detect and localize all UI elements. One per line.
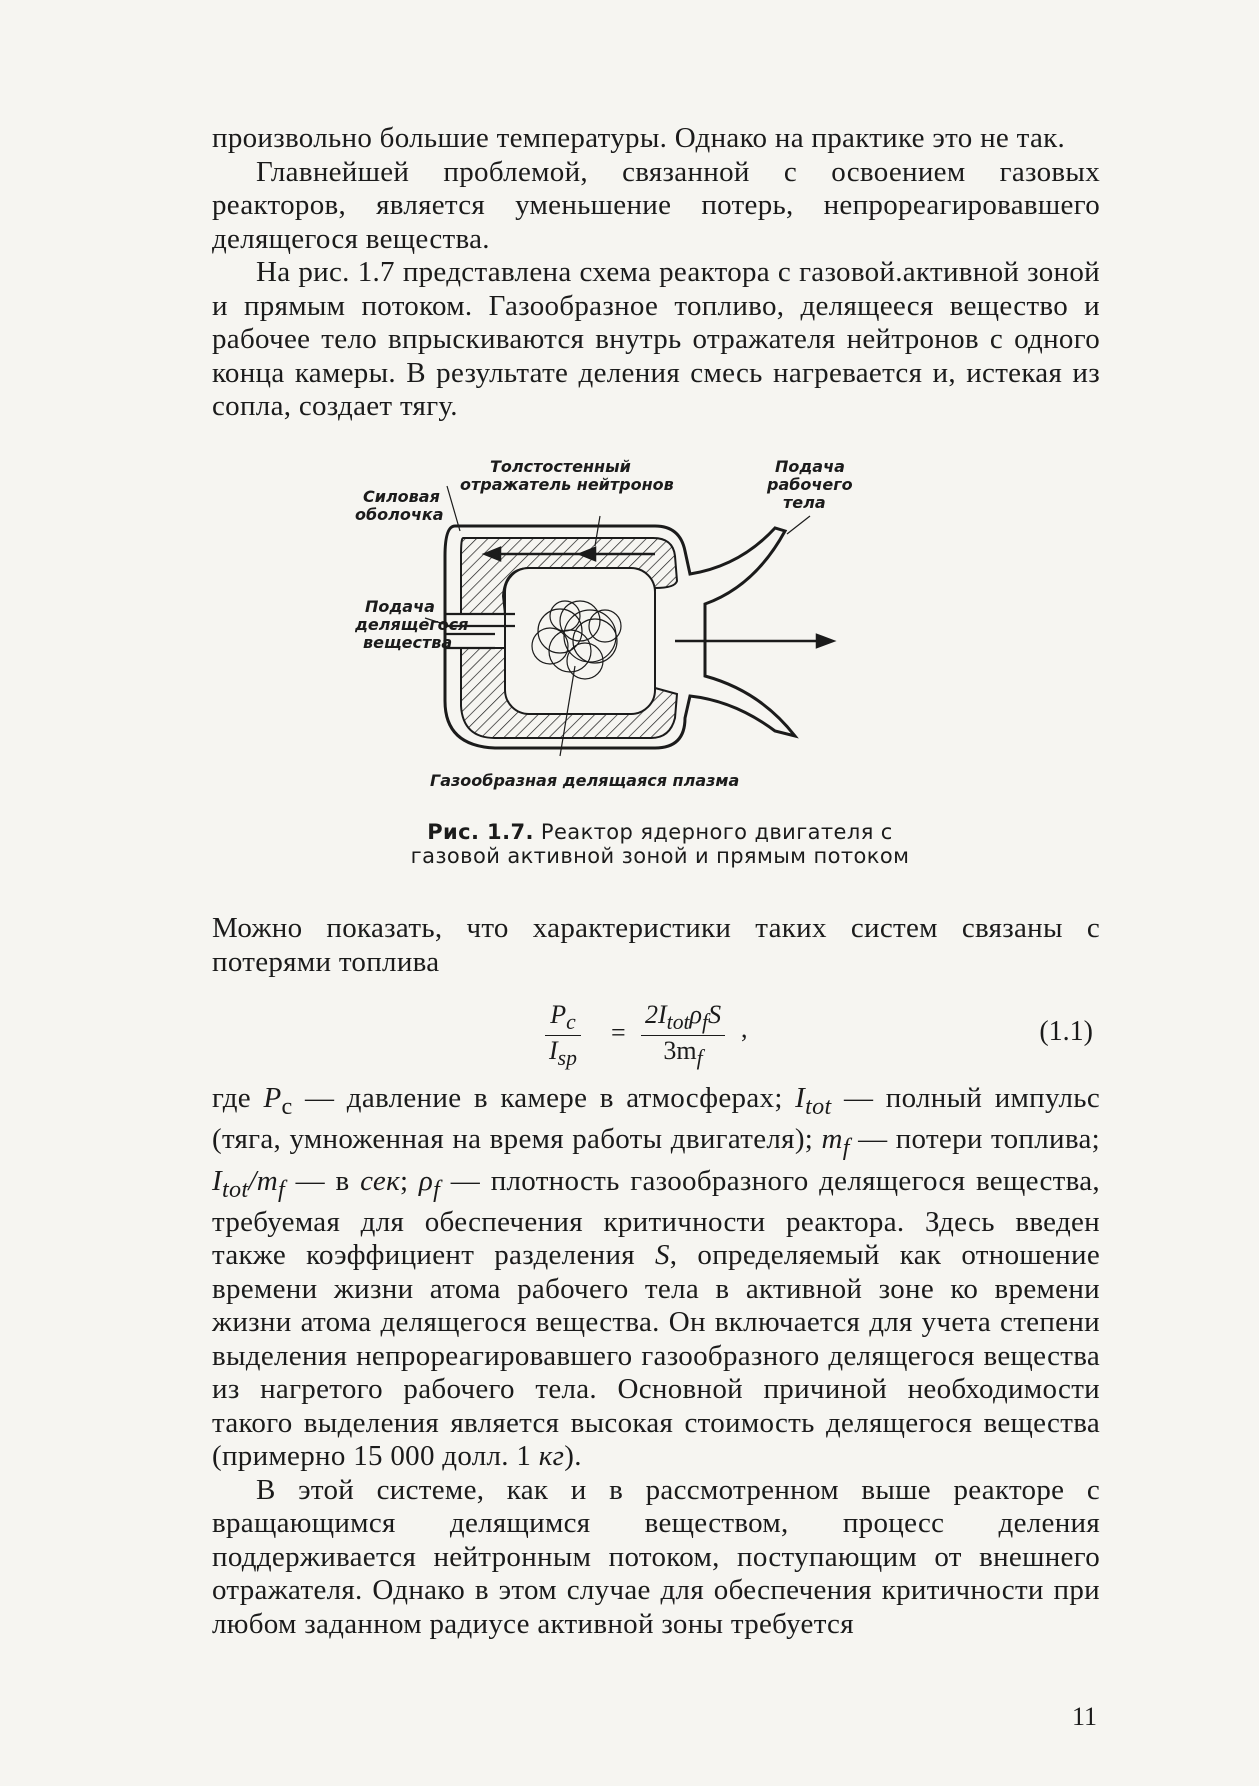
eq-equals: = — [611, 1018, 626, 1047]
label-working-fluid-2: рабочего — [767, 475, 853, 494]
eq-rhs-num: 2I — [645, 1000, 667, 1029]
label-working-fluid-3: тела — [783, 493, 826, 512]
def-var-mf2-sub: f — [277, 1175, 285, 1203]
label-fissile-1: Подача — [365, 597, 435, 616]
paragraph-figure-intro: На рис. 1.7 представлена схема реактора с газовой.активной зоной и прямым потоком. Газообразное топливо, делящееся вещество и рабочее тело впрыскиваются внутрь отражателя нейтронов с одного конца камеры. В результате деления смесь нагревается и, истекая из сопла, создает тягу. — [212, 256, 1100, 422]
eq-lhs-den: I — [549, 1036, 558, 1066]
eq-lhs-num-sub: c — [566, 1010, 576, 1035]
def-var-pc: P — [263, 1082, 282, 1114]
eq-rhs-rho-sub: f — [702, 1010, 709, 1035]
paragraph-main-problem: Главнейшей проблемой, связанной с освоением газовых реакторов, является уменьшение потерь, непрореагировавшего делящегося вещества. — [212, 155, 1100, 255]
eq-rhs-s: S — [708, 1000, 722, 1029]
caption-text: Реактор ядерного двигателя с газовой активной зоной и прямым потоком — [410, 820, 910, 868]
eq-rhs-den-sub: f — [696, 1046, 703, 1071]
caption-number: Рис. 1.7. — [427, 820, 534, 844]
reactor-schematic — [355, 456, 955, 806]
def-text-3: — полный импульс (тяга, умноженная на время работы двигателя); — [212, 1082, 1100, 1156]
def-var-s: S — [654, 1239, 670, 1272]
paragraph-definitions — [212, 1082, 1100, 1474]
def-var-pc-sub: c — [281, 1092, 293, 1120]
figure-reactor-diagram — [355, 456, 955, 806]
page-number: 11 — [1072, 1702, 1098, 1731]
label-plasma: Газообразная делящаяся плазма — [430, 771, 740, 790]
label-shell-1: Силовая — [363, 487, 440, 506]
eq-lhs-num: P — [550, 1000, 567, 1029]
def-var-itot-sub: tot — [805, 1092, 832, 1120]
label-fissile-3: вещества — [363, 633, 453, 652]
def-text-5: — в — [285, 1164, 361, 1197]
paragraph-last: В этой системе, как и в рассмотренном выше реакторе с вращающимся делящимся веществом, процесс деления поддерживается нейтронным потоком, поступающим от внешнего отражателя. Однако в этом случае для обеспечения критичности при любом заданном радиусе активной зоны требуется — [212, 1473, 1100, 1640]
def-text-9: ). — [564, 1440, 582, 1473]
label-shell-2: оболочка — [355, 505, 444, 524]
bottom-text — [212, 1082, 1100, 1641]
def-var-rho: ρ — [418, 1164, 434, 1197]
def-text-4: — потери топлива; — [849, 1123, 1100, 1156]
eq-comma: , — [741, 1014, 748, 1043]
eq-rhs-fraction — [641, 1000, 725, 1071]
paragraph-continuation: произвольно большие температуры. Однако на практике это не так. — [212, 122, 1066, 154]
def-var-mf: m — [821, 1123, 843, 1156]
def-var-mf-sub: f — [842, 1134, 850, 1162]
label-reflector-1: Толстостенный — [490, 457, 631, 476]
def-text-7: — плотность газообразного делящегося вещества, требуемая для обеспечения критичности реактора. Здесь введен также коэффициент разделения — [212, 1164, 1100, 1272]
middle-text — [212, 912, 1100, 979]
def-unit-kg: кг — [538, 1440, 565, 1473]
eq-rhs-rho: ρ — [689, 1000, 703, 1029]
paragraph-losses: Можно показать, что характеристики таких систем связаны с потерями топлива — [212, 912, 1100, 978]
def-text-1: где — [212, 1082, 264, 1114]
label-reflector-2: отражатель нейтронов — [460, 475, 674, 494]
label-fissile-2: делящегося — [355, 615, 469, 634]
def-var-rho-sub: f — [433, 1175, 441, 1203]
eq-lhs-fraction — [545, 1000, 581, 1071]
eq-rhs-num-sub: tot — [666, 1010, 690, 1035]
def-var-itot2: I — [212, 1164, 222, 1197]
figure-caption — [380, 820, 940, 868]
top-text — [212, 122, 1100, 424]
eq-rhs-den: 3m — [663, 1036, 697, 1066]
label-working-fluid-1: Подача — [775, 457, 845, 476]
equation-1-1 — [545, 1000, 1105, 1071]
def-var-mf2: /m — [248, 1164, 278, 1197]
def-text-6: ; — [399, 1164, 419, 1197]
equation-number: (1.1) — [1039, 1016, 1093, 1047]
eq-lhs-den-sub: sp — [557, 1046, 577, 1071]
def-text-8: , определяемый как отношение времени жизни атома рабочего тела в активной зоне ко времени жизни атома делящегося вещества. Он включается для учета степени выделения непрореагировавшего газообразного делящегося вещества из нагретого рабочего тела. Основной причиной необходимости такого выделения является высокая стоимость делящегося вещества (примерно 15 000 долл. 1 — [212, 1239, 1100, 1473]
def-unit-sec: сек — [360, 1164, 400, 1197]
def-var-itot2-sub: tot — [221, 1175, 249, 1203]
def-text-2: — давление в камере в атмосферах; — [292, 1082, 796, 1114]
def-var-itot: I — [795, 1082, 806, 1114]
